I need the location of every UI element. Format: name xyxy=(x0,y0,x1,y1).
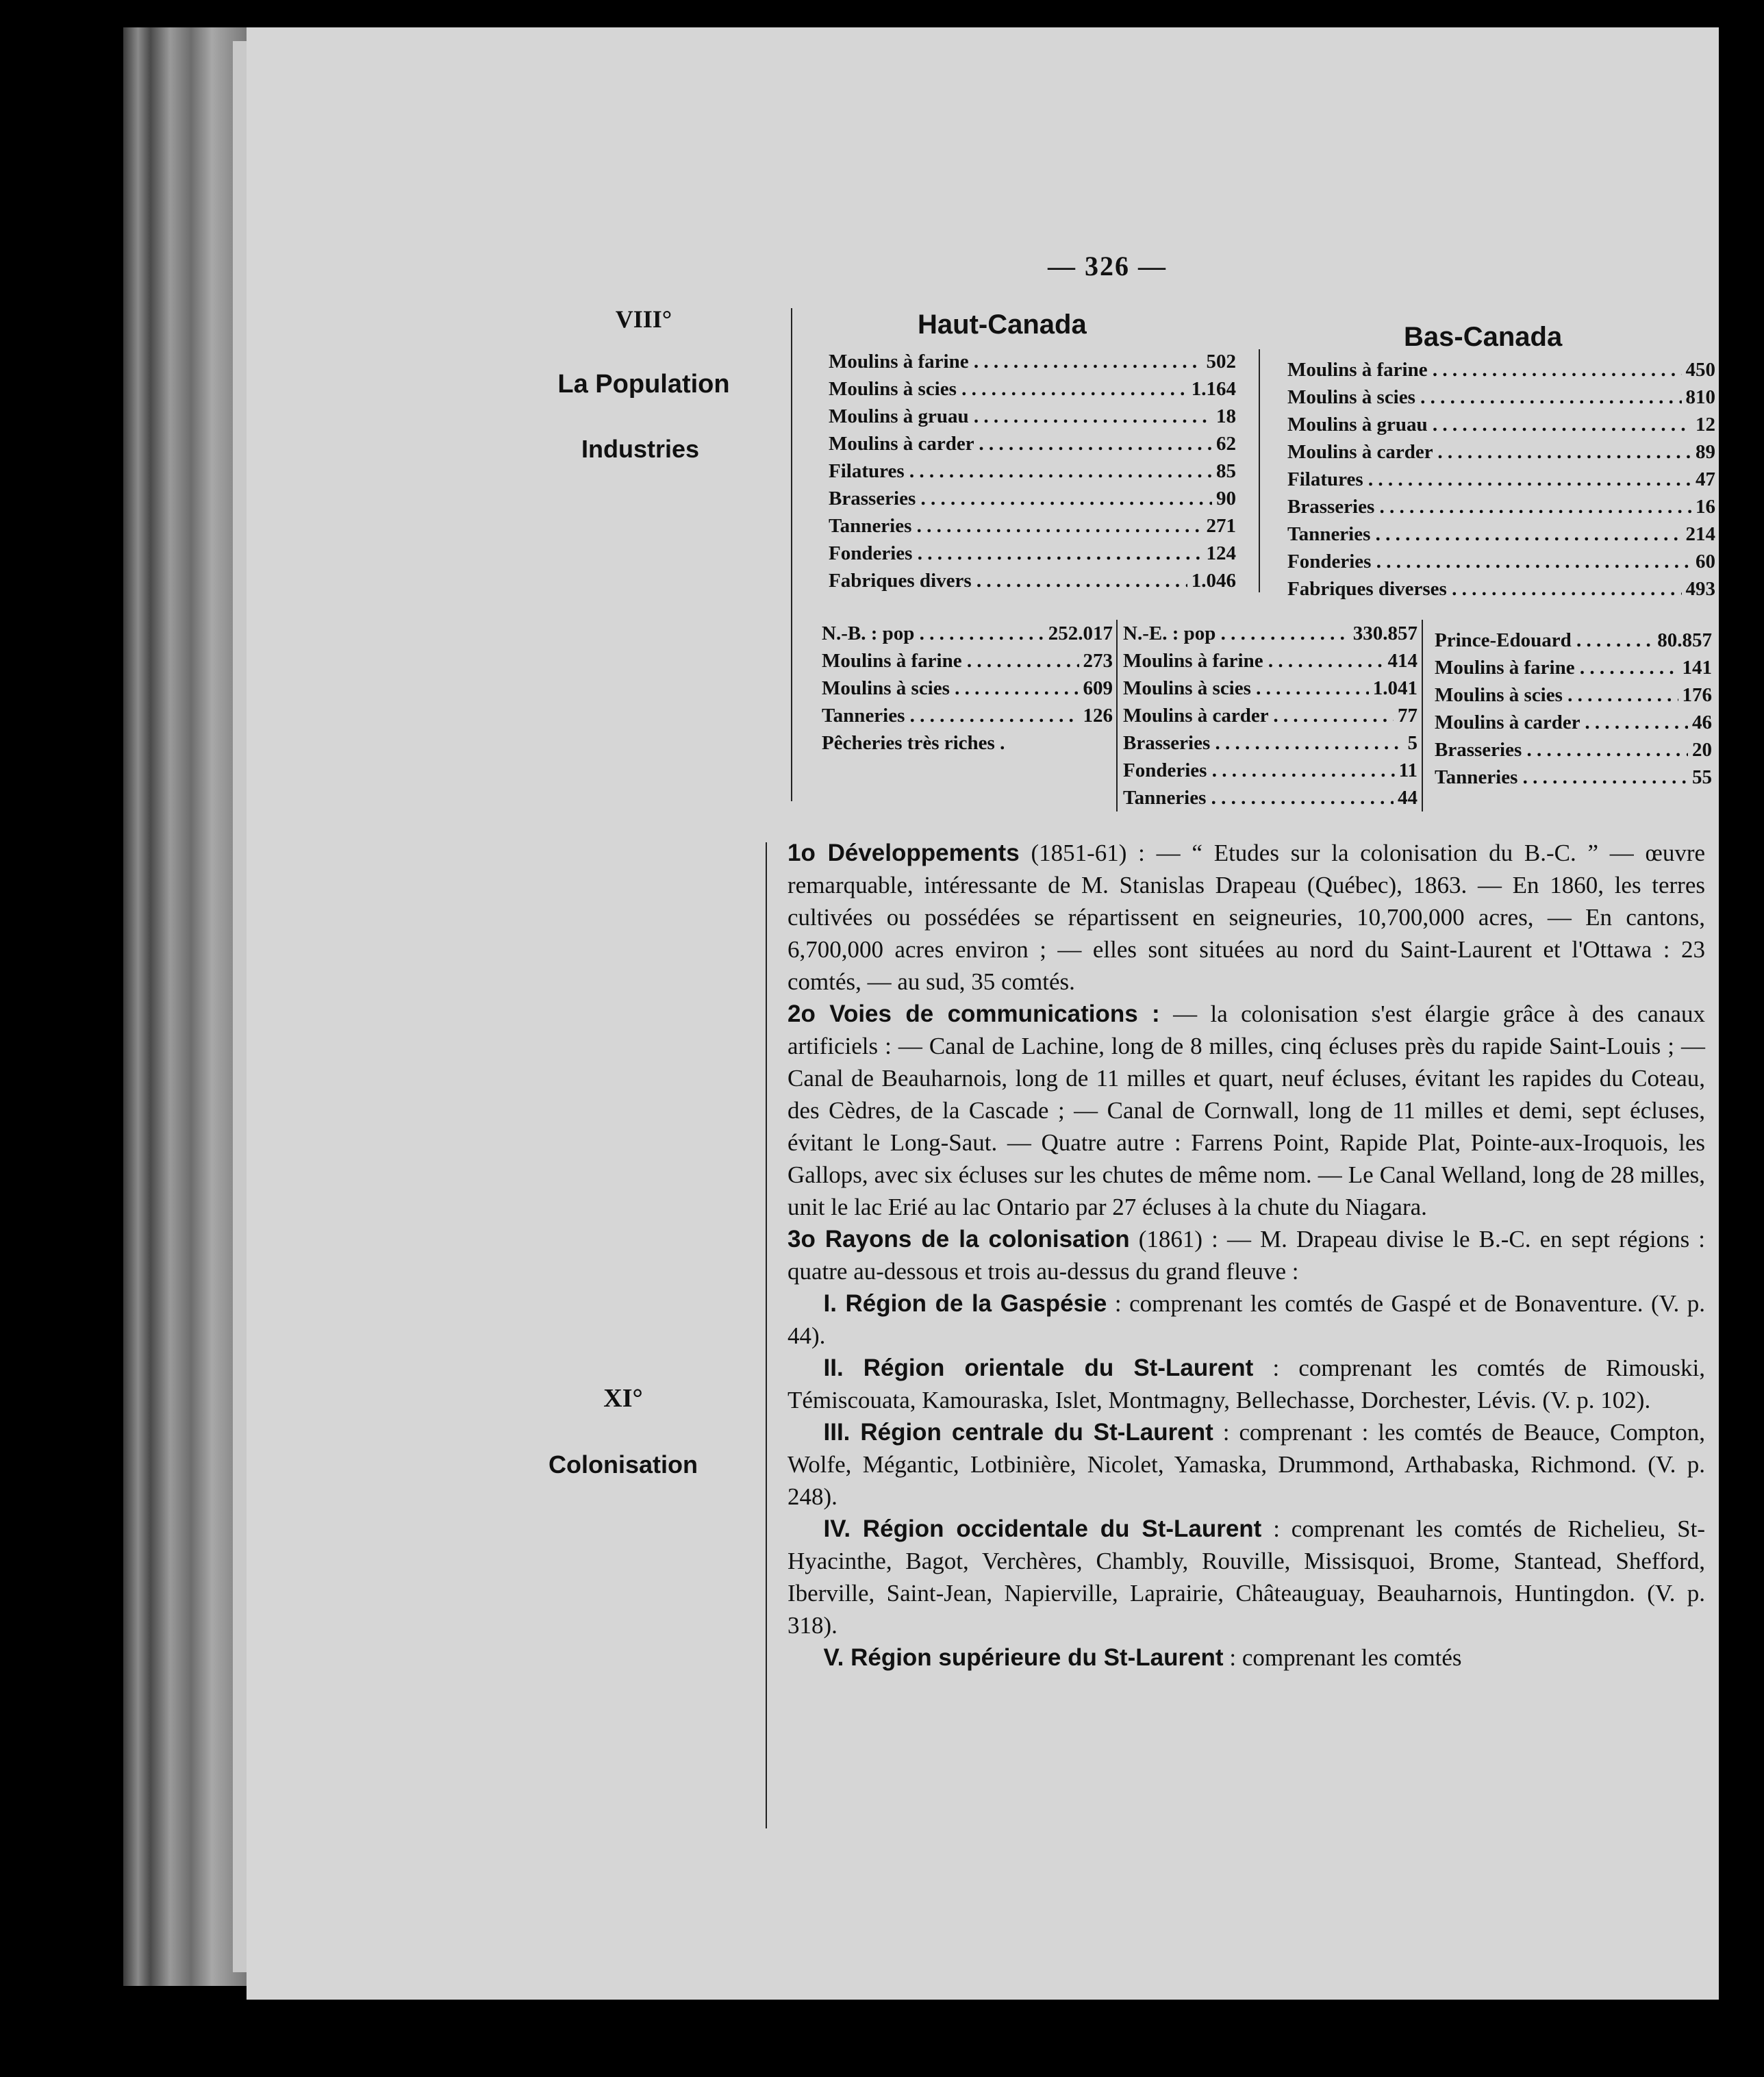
table-row xyxy=(1123,675,1418,702)
text-rayons: (1861) : — M. Drapeau divise le B.-C. en sept régions : quatre au-dessous et trois au-dessus du grand fleuve : xyxy=(788,1226,1706,1285)
paragraph-voies xyxy=(788,998,1705,1223)
section-xi-title: Colonisation xyxy=(549,1450,698,1478)
table-row xyxy=(829,540,1236,567)
row-value: 271 xyxy=(1206,515,1236,537)
table-row xyxy=(829,403,1236,430)
table-row xyxy=(1123,757,1418,784)
row-label: Moulins à scies . . . xyxy=(829,375,1187,403)
row-value: 18 xyxy=(1216,405,1236,427)
table-row xyxy=(822,647,1113,675)
paragraph-rayons xyxy=(788,1223,1705,1287)
row-label: Moulins à gruau . . . xyxy=(1287,411,1691,438)
table-row xyxy=(1435,736,1712,764)
table-row xyxy=(829,375,1236,403)
row-label: Moulins à carder . . . xyxy=(1287,438,1691,466)
row-label: Tanneries . . . xyxy=(1435,764,1688,791)
bracket-rule-industries xyxy=(791,308,792,801)
row-value: 47 xyxy=(1696,468,1715,490)
row-value: 5 xyxy=(1407,732,1418,754)
table-row xyxy=(1287,438,1715,466)
table-row xyxy=(1123,647,1418,675)
row-value: 80.857 xyxy=(1657,629,1712,651)
nouveau-brunswick-table xyxy=(822,620,1113,729)
bracket-rule-colonisation xyxy=(766,842,767,1828)
table-row xyxy=(1435,654,1712,681)
text-region-1: : comprenant les comtés de Gaspé et de Bonaventure. (V. p. 44). xyxy=(788,1290,1706,1349)
prince-edouard-table xyxy=(1435,627,1712,791)
row-label: Fabriques divers . . . xyxy=(829,567,1187,594)
book-binding xyxy=(123,27,247,1986)
table-row xyxy=(1287,493,1715,520)
table-row xyxy=(1287,520,1715,548)
row-value: 62 xyxy=(1216,433,1236,455)
row-label: N.-E. : pop . . . xyxy=(1123,620,1349,647)
row-label: Fonderies . . . xyxy=(1287,548,1691,575)
heading-region-1: I. Région de la Gaspésie xyxy=(823,1290,1107,1317)
table-row xyxy=(1123,702,1418,729)
table-row xyxy=(829,567,1236,594)
row-label: Moulins à scies . . . xyxy=(822,675,1079,702)
row-label: Brasseries . . . xyxy=(1287,493,1691,520)
table-row xyxy=(1287,411,1715,438)
row-label: Moulins à carder . . . xyxy=(1435,709,1688,736)
row-value: 89 xyxy=(1696,441,1715,463)
row-value: 77 xyxy=(1398,705,1418,727)
heading-region-5: V. Région supérieure du St-Laurent xyxy=(823,1644,1224,1671)
region-4 xyxy=(788,1513,1705,1641)
table-row xyxy=(829,512,1236,540)
row-label: Filatures . . . xyxy=(1287,466,1691,493)
table-row xyxy=(1123,729,1418,757)
row-label: Moulins à farine . . . xyxy=(1435,654,1678,681)
row-value: 414 xyxy=(1387,650,1418,672)
row-label: Moulins à farine . . . xyxy=(1287,356,1682,383)
table-row xyxy=(1435,709,1712,736)
table-row xyxy=(1287,383,1715,411)
row-value: 450 xyxy=(1685,359,1715,381)
nouvelle-ecosse-table xyxy=(1123,620,1418,811)
divider-ne-pe xyxy=(1422,620,1423,811)
row-value: 11 xyxy=(1398,759,1418,781)
heading-region-2: II. Région orientale du St-Laurent xyxy=(823,1355,1254,1381)
region-1 xyxy=(788,1287,1705,1352)
section-viii-subtitle: Industries xyxy=(581,435,700,463)
row-value: 20 xyxy=(1692,739,1712,761)
section-xi-number: XI° xyxy=(603,1384,643,1413)
heading-region-4: IV. Région occidentale du St-Laurent xyxy=(823,1515,1262,1542)
row-value: 1.046 xyxy=(1191,570,1236,592)
text-region-2: : comprenant les comtés de Rimouski, Témiscouata, Kamouraska, Islet, Montmagny, Bellechasse, Dorchester, Lévis. (V. p. 102). xyxy=(788,1355,1706,1413)
region-2 xyxy=(788,1352,1705,1416)
row-value: 810 xyxy=(1685,386,1715,408)
row-value: 1.164 xyxy=(1191,378,1236,400)
text-region-4: : comprenant les comtés de Richelieu, St-Hyacinthe, Bagot, Verchères, Chambly, Rouville, Missisquoi, Brome, Stantead, Shefford, Iberville, Saint-Jean, Napierville, Laprairie, Châteauguay, Beauharnois, Huntingdon. (V. p. 318). xyxy=(788,1515,1706,1639)
text-region-5: : comprenant les comtés xyxy=(1229,1644,1462,1671)
row-value: 44 xyxy=(1398,787,1418,809)
heading-developpements: 1o Développements xyxy=(788,840,1020,866)
divider-haut-bas xyxy=(1259,349,1260,592)
heading-rayons: 3o Rayons de la colonisation xyxy=(788,1226,1130,1253)
table-row xyxy=(822,675,1113,702)
row-label: Moulins à farine . . . xyxy=(1123,647,1384,675)
row-value: 60 xyxy=(1696,551,1715,572)
table-row xyxy=(829,457,1236,485)
table-row xyxy=(1287,575,1715,603)
row-value: 609 xyxy=(1083,677,1113,699)
table-row xyxy=(822,620,1113,647)
haut-canada-table xyxy=(829,348,1236,594)
row-label: Brasseries . . . xyxy=(829,485,1212,512)
row-value: 46 xyxy=(1692,712,1712,733)
section-viii-number: VIII° xyxy=(615,305,672,333)
text-region-3: : comprenant : les comtés de Beauce, Compton, Wolfe, Mégantic, Lotbinière, Nicolet, Yamaska, Drummond, Arthabaska, Richmond. (V. p. 248). xyxy=(788,1419,1706,1510)
row-value: 330.857 xyxy=(1352,622,1418,644)
row-label: Tanneries . . . xyxy=(1123,784,1394,811)
heading-voies: 2o Voies de communications : xyxy=(788,1000,1160,1027)
heading-region-3: III. Région centrale du St-Laurent xyxy=(823,1419,1213,1446)
row-value: 493 xyxy=(1685,578,1715,600)
paragraph-developpements xyxy=(788,837,1705,998)
row-value: 85 xyxy=(1216,460,1236,482)
table-row xyxy=(822,702,1113,729)
row-label: Fonderies . . . xyxy=(829,540,1202,567)
row-value: 502 xyxy=(1206,351,1236,373)
haut-canada-title: Haut-Canada xyxy=(918,310,1087,340)
table-row xyxy=(1435,764,1712,791)
row-value: 55 xyxy=(1692,766,1712,788)
row-label: Brasseries . . . xyxy=(1123,729,1404,757)
row-label: Moulins à scies . . . xyxy=(1287,383,1682,411)
row-label: Tanneries . . . xyxy=(1287,520,1682,548)
right-scan-margin xyxy=(1719,0,1764,2077)
row-label: Fabriques diverses . . . xyxy=(1287,575,1682,603)
table-row xyxy=(829,348,1236,375)
divider-nb-ne xyxy=(1116,620,1118,811)
table-row xyxy=(1435,627,1712,654)
row-label: Moulins à farine . . . xyxy=(829,348,1202,375)
row-label: Filatures . . . xyxy=(829,457,1212,485)
row-label: Moulins à carder . . . xyxy=(1123,702,1394,729)
row-value: 252.017 xyxy=(1048,622,1113,644)
section-viii-title: La Population xyxy=(557,370,730,399)
row-value: 90 xyxy=(1216,488,1236,509)
table-row xyxy=(1287,466,1715,493)
row-label: Moulins à farine . . . xyxy=(822,647,1079,675)
table-row xyxy=(1123,620,1418,647)
table-row xyxy=(1287,356,1715,383)
row-label: Tanneries . . . xyxy=(822,702,1079,729)
nb-peche-note: Pêcheries très riches . xyxy=(822,732,1005,754)
row-label: Prince-Edouard . . . xyxy=(1435,627,1653,654)
row-label: Moulins à carder . . . xyxy=(829,430,1212,457)
page-stack-edge xyxy=(233,41,247,1972)
bas-canada-table xyxy=(1287,356,1715,603)
row-value: 124 xyxy=(1206,542,1236,564)
region-5 xyxy=(788,1641,1705,1674)
row-value: 214 xyxy=(1685,523,1715,545)
bas-canada-title: Bas-Canada xyxy=(1404,322,1563,352)
row-value: 12 xyxy=(1696,414,1715,436)
row-value: 16 xyxy=(1696,496,1715,518)
table-row xyxy=(829,485,1236,512)
table-row xyxy=(1435,681,1712,709)
text-voies: — la colonisation s'est élargie grâce à des canaux artificiels : — Canal de Lachine, long de 8 milles, cinq écluses près du rapide Saint-Louis ; — Canal de Beauharnois, long de 11 milles et quart, neuf écluses, évitant les rapides du Coteau, des Cèdres, de la Cascade ; — Canal de Cornwall, long de 11 milles et demi, sept écluses, évitant le Long-Saut. — Quatre autre : Farrens Point, Rapide Plat, Pointe-aux-Iroquois, les Gallops, avec six écluses sur les chutes de même nom. — Le Canal Welland, long de 28 milles, unit le lac Erié au lac Ontario par 27 écluses à la chute du Niagara. xyxy=(788,1000,1705,1220)
text-developpements: (1851-61) : — “ Etudes sur la colonisation du B.-C. ” — œuvre remarquable, intéressante de M. Stanislas Drapeau (Québec), 1863. — En 1860, les terres cultivées ou possédées se répartissent en seigneuries, 10,700,000 acres, — En cantons, 6,700,000 acres environ ; — elles sont situées au nord du Saint-Laurent et l'Ottawa : 23 comtés, — au sud, 35 comtés. xyxy=(788,840,1706,995)
region-3 xyxy=(788,1416,1705,1513)
row-value: 141 xyxy=(1682,657,1712,679)
table-row xyxy=(829,430,1236,457)
row-value: 126 xyxy=(1083,705,1113,727)
row-label: Moulins à gruau . . . xyxy=(829,403,1212,430)
table-row xyxy=(1123,784,1418,811)
table-row xyxy=(1287,548,1715,575)
row-label: Moulins à scies . . . xyxy=(1123,675,1369,702)
row-value: 273 xyxy=(1083,650,1113,672)
main-text xyxy=(788,837,1705,1674)
row-label: Brasseries . . . xyxy=(1435,736,1688,764)
page-number: — 326 — xyxy=(1048,251,1167,281)
row-value: 176 xyxy=(1682,684,1712,706)
row-label: Moulins à scies . . . xyxy=(1435,681,1678,709)
row-label: Fonderies . . . xyxy=(1123,757,1395,784)
row-label: Tanneries . . . xyxy=(829,512,1202,540)
row-label: N.-B. : pop . . . xyxy=(822,620,1044,647)
row-value: 1.041 xyxy=(1372,677,1418,699)
